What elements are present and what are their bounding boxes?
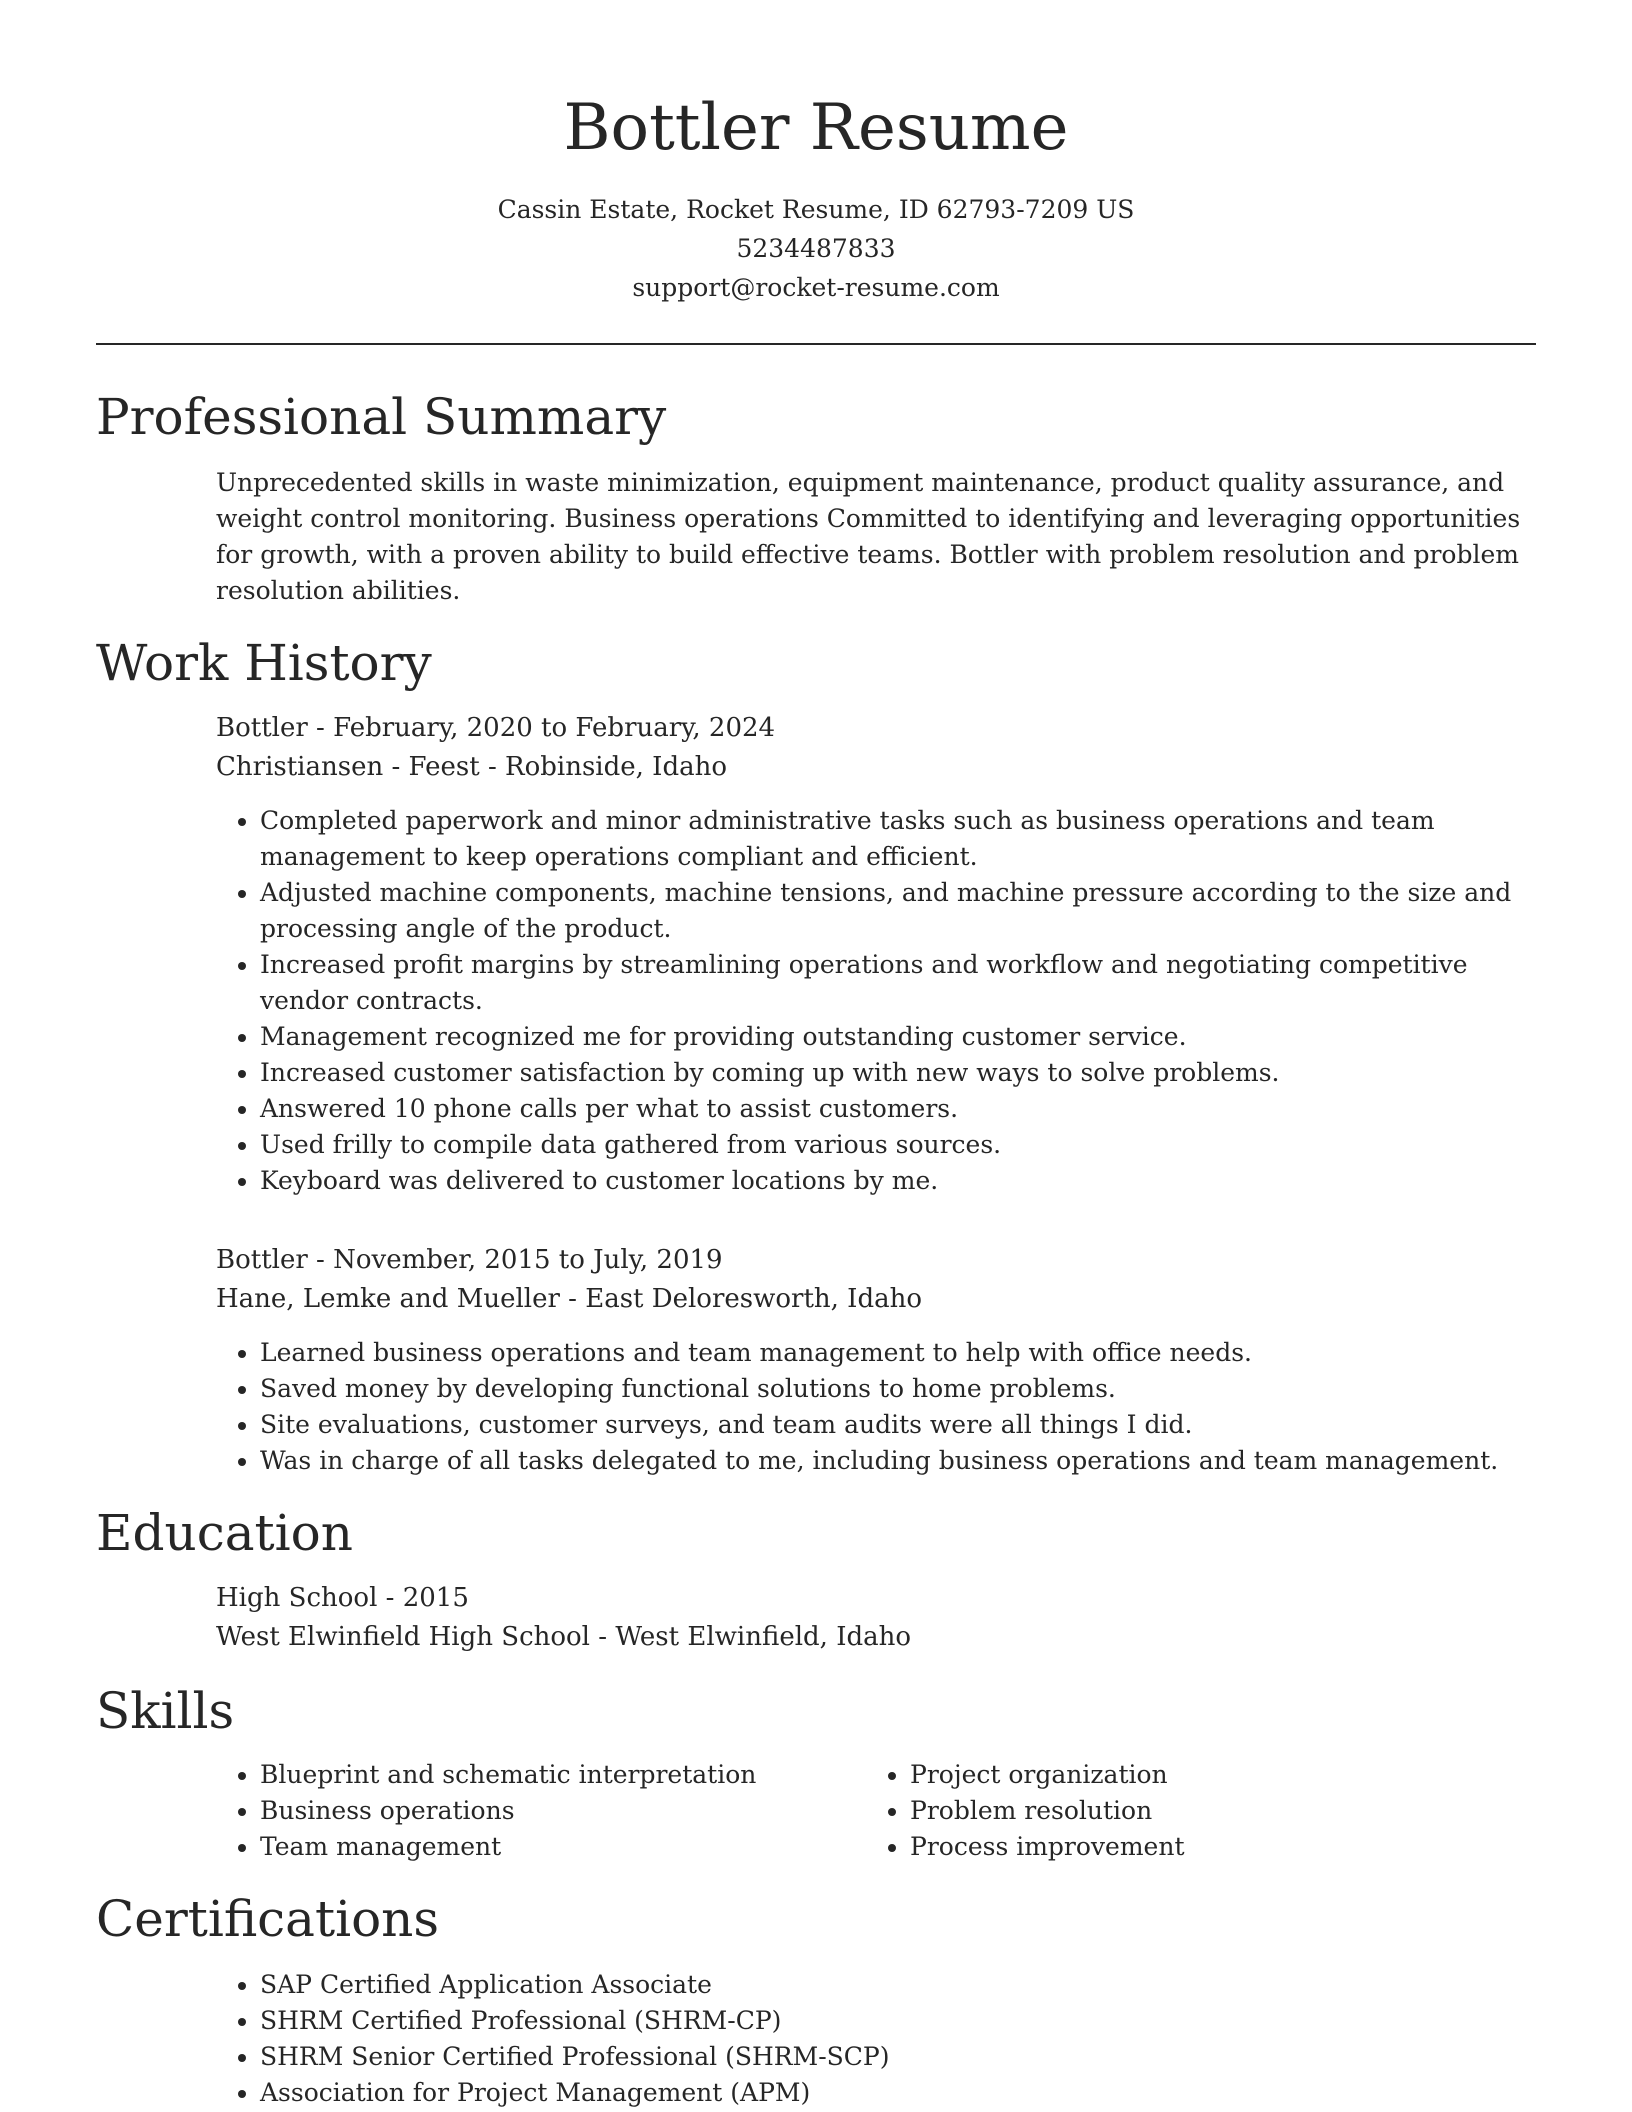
job-location: - Robinside, Idaho [479, 752, 727, 782]
job-entry [96, 1241, 1536, 1479]
job-bullet: • Answered 10 phone calls per what to assist customers. [260, 1091, 1536, 1127]
skills-grid [216, 1757, 1536, 1865]
certification-item: • Association for Project Management (APM) [260, 2075, 1536, 2111]
skills-list-right [866, 1757, 1516, 1865]
skill-item: • Blueprint and schematic interpretation [260, 1757, 866, 1793]
header-divider [96, 343, 1536, 345]
work-history-section [96, 631, 1536, 1479]
skill-item: • Business operations [260, 1793, 866, 1829]
address-text: Cassin Estate, Rocket Resume, ID 62793-7209 US [497, 195, 1135, 224]
email-text: support@rocket-resume.com [632, 273, 1000, 302]
resume-title: Bottler Resume [563, 91, 1069, 165]
job-entry [96, 709, 1536, 1199]
skills-heading: Skills [96, 1682, 235, 1740]
education-school-line [216, 1618, 1536, 1657]
education-location: - West Elwinfield, Idaho [590, 1622, 912, 1652]
certification-item: • SAP Certified Application Associate [260, 1967, 1536, 2003]
skill-item: • Problem resolution [910, 1793, 1516, 1829]
job-location: - East Deloresworth, Idaho [559, 1284, 922, 1314]
job-bullet-list [216, 803, 1536, 1199]
education-entry [96, 1579, 1536, 1657]
job-bullet-list [216, 1335, 1536, 1479]
job-role-dates: Bottler - November, 2015 to July, 2019 [216, 1245, 723, 1275]
summary-heading: Professional Summary [96, 388, 667, 446]
job-bullet: • Was in charge of all tasks delegated to me, including business operations and team management. [260, 1443, 1536, 1479]
job-bullet: • Saved money by developing functional solutions to home problems. [260, 1371, 1536, 1407]
certifications-section [96, 1887, 1536, 2111]
skills-list-left [216, 1757, 866, 1865]
certifications-list [216, 1967, 1536, 2111]
job-company-line [216, 748, 1536, 787]
job-bullet: • Management recognized me for providing outstanding customer service. [260, 1019, 1536, 1055]
job-role-dates: Bottler - February, 2020 to February, 2024 [216, 713, 776, 743]
phone-text: 5234487833 [736, 234, 896, 263]
job-company: Hane, Lemke and Mueller [216, 1284, 560, 1314]
job-bullet: • Used frilly to compile data gathered from various sources. [260, 1127, 1536, 1163]
skill-item: • Project organization [910, 1757, 1516, 1793]
job-bullet: • Learned business operations and team management to help with office needs. [260, 1335, 1536, 1371]
education-degree-year: High School - 2015 [216, 1583, 469, 1613]
job-bullet: • Adjusted machine components, machine tensions, and machine pressure according to the size and processing angle of the product. [260, 875, 1536, 947]
resume-page [96, 0, 1536, 2111]
contact-block [96, 190, 1536, 307]
work-history-heading: Work History [96, 634, 432, 692]
skills-section [96, 1679, 1536, 1865]
education-section [96, 1501, 1536, 1657]
job-company: Christiansen - Feest [216, 752, 480, 782]
job-bullet: • Increased customer satisfaction by coming up with new ways to solve problems. [260, 1055, 1536, 1091]
summary-section [96, 385, 1536, 609]
education-school: West Elwinfield High School [216, 1622, 590, 1652]
certifications-heading: Certifications [96, 1890, 440, 1948]
resume-header [96, 0, 1536, 345]
job-bullet: • Keyboard was delivered to customer locations by me. [260, 1163, 1536, 1199]
job-bullet: • Site evaluations, customer surveys, and team audits were all things I did. [260, 1407, 1536, 1443]
certification-item: • SHRM Senior Certified Professional (SHRM-SCP) [260, 2039, 1536, 2075]
education-heading: Education [96, 1504, 353, 1562]
skill-item: • Team management [260, 1829, 866, 1865]
certification-item: • SHRM Certified Professional (SHRM-CP) [260, 2003, 1536, 2039]
summary-paragraph: Unprecedented skills in waste minimization, equipment maintenance, product quality assurance, and weight control monitoring. Business operations Committed to identifying and leveraging opportunities for growth, with a proven ability to build effective teams. Bottler with problem resolution and problem resolution abilities. [216, 468, 1521, 605]
job-company-line [216, 1280, 1536, 1319]
skill-item: • Process improvement [910, 1829, 1516, 1865]
job-bullet: • Increased profit margins by streamlining operations and workflow and negotiating competitive vendor contracts. [260, 947, 1536, 1019]
job-bullet: • Completed paperwork and minor administrative tasks such as business operations and team management to keep operations compliant and efficient. [260, 803, 1536, 875]
